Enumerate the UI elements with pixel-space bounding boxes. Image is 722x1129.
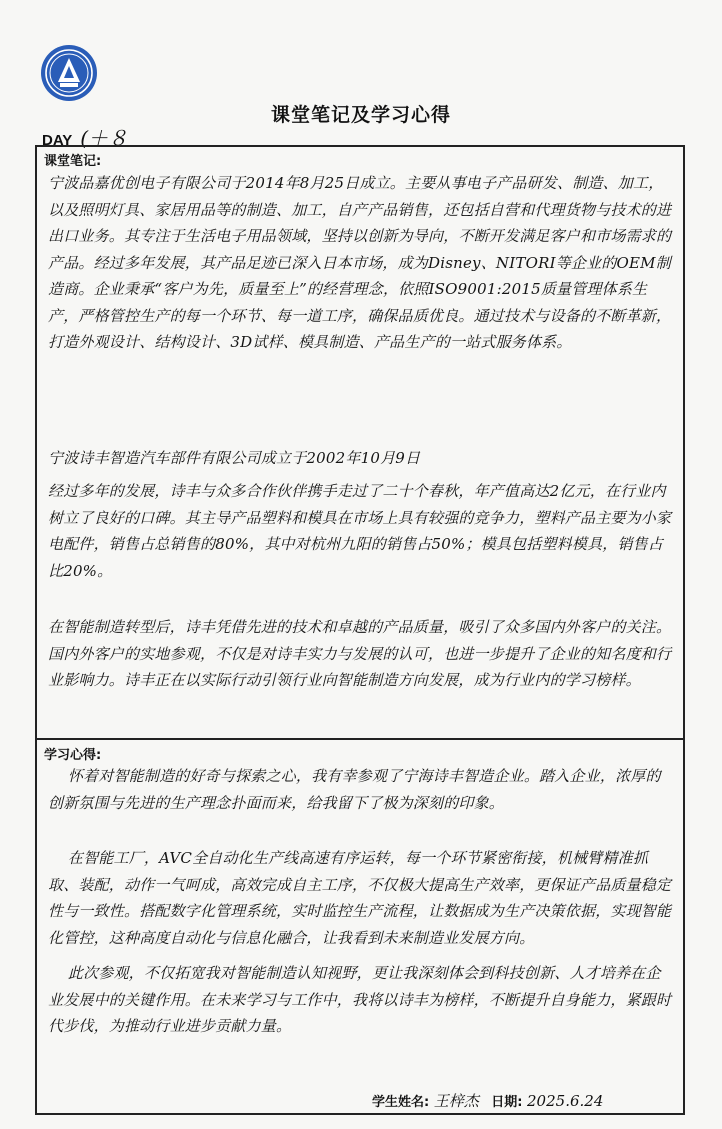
school-emblem-icon: [40, 44, 98, 102]
page-title: 课堂笔记及学习心得: [270, 104, 451, 126]
notes-paragraph-4: 在智能制造转型后，诗丰凭借先进的技术和卓越的产品质量，吸引了众多国内外客户的关注。国内外客户的实地参观，不仅是对诗丰实力与发展的认可，也进一步提升了企业的知名度和行业影响力。诗丰正在以实际行动引领行业向智能制造方向发展，成为行业内的学习榜样。: [48, 618, 672, 689]
reflection-label: 学习心得:: [44, 748, 102, 763]
date-value: 2025.6.24: [527, 1092, 604, 1110]
student-name-value: 王梓杰: [433, 1092, 479, 1110]
notes-paragraph-1: 宁波品嘉优创电子有限公司于2014年8月25日成立。主要从事电子产品研发、制造、加工，以及照明灯具、家居用品等的制造、加工，自产产品销售，还包括自营和代理货物与技术的进出口业务。其专注于生活电子用品领域，坚持以创新为导向，不断开发满足客户和市场需求的产品。经过多年发展，其产品足迹已深入日本市场，成为Disney、NITORI等企业的OEM制造商。企业秉承“客户为先，质量至上”的经营理念，依照ISO9001:2015质量管理体系生产，严格管控生产的每一个环节、每一道工序，确保品质优良。通过技术与设备的不断革新，打造外观设计、结构设计、3D试样、模具制造、产品生产的一站式服务体系。: [48, 174, 672, 351]
section-divider: [35, 738, 685, 740]
reflection-paragraph-2: 在智能工厂，AVC全自动化生产线高速有序运转，每一个环节紧密衔接，机械臂精准抓取、装配，动作一气呵成，高效完成自主工序，不仅极大提高生产效率，更保证产品质量稳定性与一致性。搭配数字化管理系统，实时监控生产流程，让数据成为生产决策依据，实现智能化管控，这种高度自动化与信息化融合，让我看到未来制造业发展方向。: [48, 849, 672, 947]
date-label: 日期:: [491, 1095, 523, 1110]
day-value: (＋８: [80, 126, 129, 150]
reflection-paragraph-3: 此次参观，不仅拓宽我对智能制造认知视野，更让我深刻体会到科技创新、人才培养在企业发展中的关键作用。在未来学习与工作中，我将以诗丰为榜样，不断提升自身能力，紧跟时代步伐，为推动行业进步贡献力量。: [48, 964, 672, 1035]
student-name-label: 学生姓名:: [372, 1095, 430, 1110]
notes-paragraph-3: 经过多年的发展，诗丰与众多合作伙伴携手走过了二十个春秋，年产值高达2亿元，在行业内树立了良好的口碑。其主导产品塑料和模具在市场上具有较强的竞争力，塑料产品主要为小家电配件，销售占总销售的80%，其中对杭州九阳的销售占50%；模具包括塑料模具，销售占比20%。: [48, 482, 672, 580]
signature-line: [372, 1090, 603, 1111]
reflection-paragraph-1: 怀着对智能制造的好奇与探索之心，我有幸参观了宁海诗丰智造企业。踏入企业，浓厚的创新氛围与先进的生产理念扑面而来，给我留下了极为深刻的印象。: [48, 767, 661, 812]
notes-label: 课堂笔记:: [44, 154, 102, 169]
day-label: DAY: [42, 132, 73, 149]
notes-paragraph-2: 宁波诗丰智造汽车部件有限公司成立于2002年10月9日: [48, 449, 421, 467]
